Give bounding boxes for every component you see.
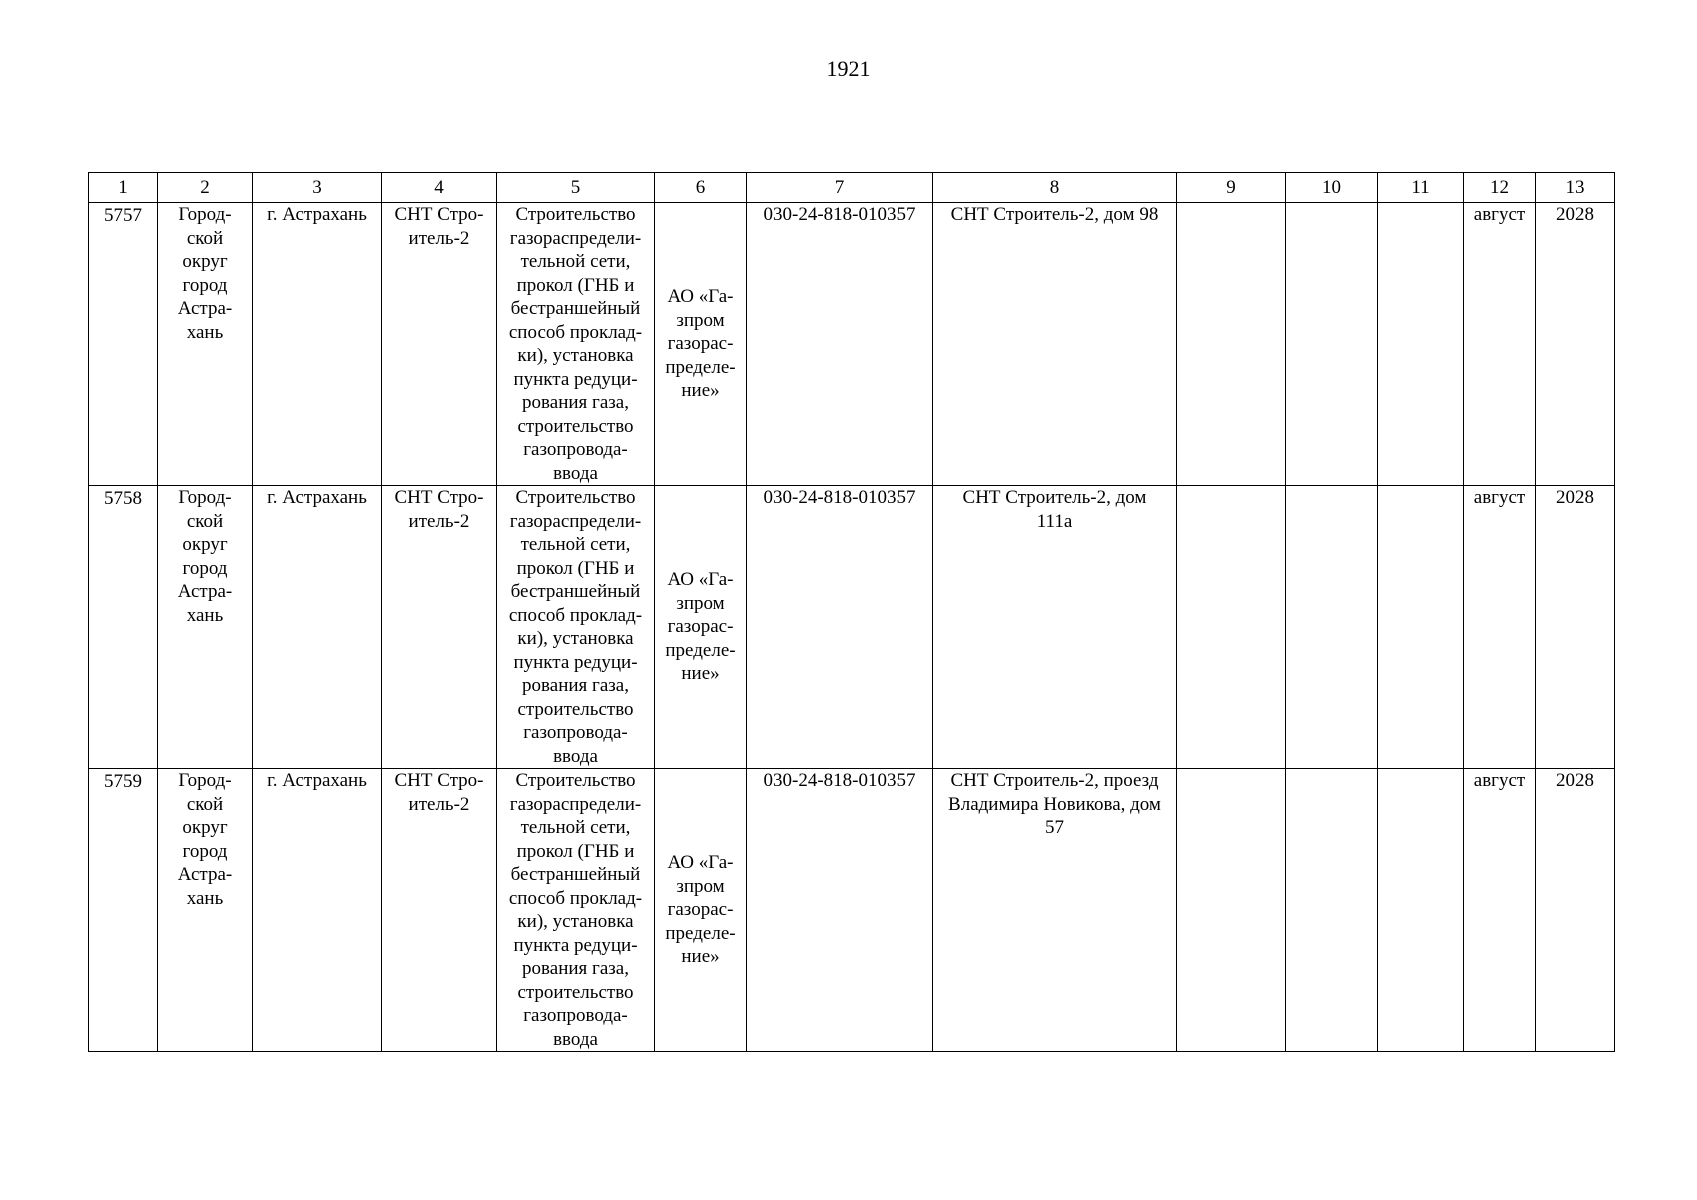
organization-cell: АО «Га- зпром газорас- пределе- ние» [655,769,747,1052]
code-cell: 030-24-818-010357 [747,203,933,486]
col9-cell [1177,203,1286,486]
address-cell: СНТ Строитель-2, дом 111а [933,486,1177,769]
month-cell: август [1464,486,1536,769]
month-cell: август [1464,769,1536,1052]
column-header: 8 [933,173,1177,203]
settlement-cell: СНТ Стро- итель-2 [382,486,497,769]
work-description-cell: Строительство газораспредели- тельной сети, прокол (ГНБ и бестраншейный способ проклад- ки), установка пункта редуци- рования газа, строительство газопровода- ввода [497,203,655,486]
col10-cell [1286,203,1378,486]
column-header: 11 [1378,173,1464,203]
organization-cell: АО «Га- зпром газорас- пределе- ние» [655,486,747,769]
row-number: 5757 [89,203,158,486]
column-header: 10 [1286,173,1378,203]
work-description-cell: Строительство газораспредели- тельной сети, прокол (ГНБ и бестраншейный способ проклад- ки), установка пункта редуци- рования газа, строительство газопровода- ввода [497,486,655,769]
row-number: 5759 [89,769,158,1052]
column-header: 9 [1177,173,1286,203]
row-number: 5758 [89,486,158,769]
col11-cell [1378,203,1464,486]
gasification-table [88,172,1615,1052]
page-number: 1921 [826,56,871,81]
address-cell: СНТ Строитель-2, дом 98 [933,203,1177,486]
col10-cell [1286,486,1378,769]
col11-cell [1378,486,1464,769]
locality-cell: г. Астрахань [253,769,382,1052]
column-header: 13 [1536,173,1615,203]
code-cell: 030-24-818-010357 [747,486,933,769]
column-header: 5 [497,173,655,203]
table-row [89,203,1615,486]
table-row [89,486,1615,769]
locality-cell: г. Астрахань [253,486,382,769]
organization-cell: АО «Га- зпром газорас- пределе- ние» [655,203,747,486]
col11-cell [1378,769,1464,1052]
column-header: 7 [747,173,933,203]
locality-cell: г. Астрахань [253,203,382,486]
code-cell: 030-24-818-010357 [747,769,933,1052]
table-row [89,769,1615,1052]
year-cell: 2028 [1536,486,1615,769]
col9-cell [1177,486,1286,769]
year-cell: 2028 [1536,769,1615,1052]
column-header: 12 [1464,173,1536,203]
work-description-cell: Строительство газораспредели- тельной сети, прокол (ГНБ и бестраншейный способ проклад- ки), установка пункта редуци- рования газа, строительство газопровода- ввода [497,769,655,1052]
district-cell: Город- ской округ город Астра- хань [158,769,253,1052]
year-cell: 2028 [1536,203,1615,486]
column-header: 1 [89,173,158,203]
district-cell: Город- ской округ город Астра- хань [158,203,253,486]
address-cell: СНТ Строитель-2, проезд Владимира Новикова, дом 57 [933,769,1177,1052]
column-header: 2 [158,173,253,203]
month-cell: август [1464,203,1536,486]
settlement-cell: СНТ Стро- итель-2 [382,769,497,1052]
col9-cell [1177,769,1286,1052]
col10-cell [1286,769,1378,1052]
header-row [89,173,1615,203]
column-header: 6 [655,173,747,203]
settlement-cell: СНТ Стро- итель-2 [382,203,497,486]
district-cell: Город- ской округ город Астра- хань [158,486,253,769]
column-header: 3 [253,173,382,203]
column-header: 4 [382,173,497,203]
